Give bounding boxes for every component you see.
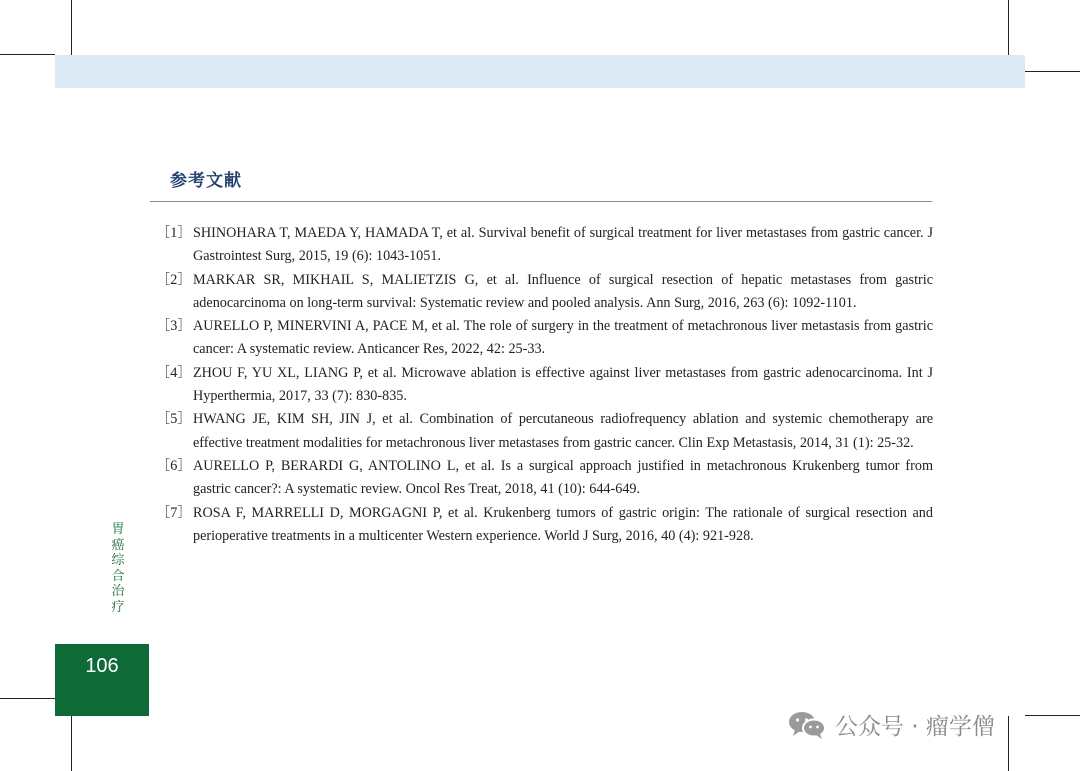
watermark — [787, 708, 995, 741]
book-title-vertical: 胃癌综合治疗 — [111, 522, 125, 615]
reference-item — [153, 362, 933, 409]
crop-mark — [71, 0, 72, 55]
reference-number: ［5］ — [156, 411, 192, 428]
crop-mark — [1008, 716, 1009, 771]
reference-item — [153, 408, 933, 455]
reference-number: ［1］ — [156, 225, 192, 241]
crop-mark — [1008, 0, 1009, 55]
crop-mark — [1025, 71, 1080, 72]
reference-text: AURELLO P, MINERVINI A, PACE M, et al. The role of surgery in the treatment of metachronous liver metastasis from gastric cancer: A systematic review. Anticancer Res, 2022, 42: 25-33. — [193, 318, 933, 358]
reference-text: MARKAR SR, MIKHAIL S, MALIETZIS G, et al. Influence of surgical resection of hepatic metastases from gastric adenocarcinoma on long-term survival: Systematic review and pooled analysis. Ann Surg, 2016, 263 (6): 1092-1101. — [193, 271, 933, 311]
reference-text: HWANG JE, KIM SH, JIN J, et al. Combination of percutaneous radiofrequency ablation and systemic chemotherapy are effective treatment modalities for metachronous liver metastases from gastric cancer. Clin Exp Metastasis, 2014, 31 (1): 25-32. — [193, 411, 933, 451]
crop-mark — [0, 698, 55, 699]
watermark-text: 公众号 · 瘤学僧 — [835, 714, 995, 740]
reference-item — [153, 502, 933, 549]
wechat-icon — [787, 710, 827, 740]
reference-number: ［6］ — [156, 457, 192, 474]
reference-number: ［7］ — [156, 504, 192, 521]
reference-item — [153, 222, 933, 269]
page-number-box — [55, 644, 149, 716]
reference-text: SHINOHARA T, MAEDA Y, HAMADA T, et al. Survival benefit of surgical treatment for liver metastases from gastric cancer. J Gastrointest Surg, 2015, 19 (6): 1043-1051. — [193, 225, 933, 265]
section-title: 参考文献 — [170, 171, 242, 191]
reference-number: ［2］ — [156, 271, 192, 288]
crop-mark — [0, 54, 55, 55]
section-divider — [150, 201, 932, 202]
reference-item — [153, 315, 933, 362]
reference-list — [153, 222, 933, 548]
header-band — [55, 55, 1025, 88]
reference-item — [153, 269, 933, 316]
crop-mark — [1025, 715, 1080, 716]
reference-number: ［3］ — [156, 318, 192, 335]
reference-number: ［4］ — [156, 364, 192, 381]
reference-text: ROSA F, MARRELLI D, MORGAGNI P, et al. Krukenberg tumors of gastric origin: The rationale of surgical resection and perioperative treatments in a multicenter Western experience. World J Surg, 2016, 40 (4): 921-928. — [193, 504, 933, 544]
crop-mark — [71, 716, 72, 771]
reference-item — [153, 455, 933, 502]
reference-text: AURELLO P, BERARDI G, ANTOLINO L, et al. Is a surgical approach justified in metachronous Krukenberg tumor from gastric cancer?: A systematic review. Oncol Res Treat, 2018, 41 (10): 644-649. — [193, 457, 933, 498]
page-number: 106 — [85, 655, 119, 677]
reference-text: ZHOU F, YU XL, LIANG P, et al. Microwave ablation is effective against liver metastases from gastric adenocarcinoma. Int J Hyperthermia, 2017, 33 (7): 830-835. — [193, 364, 933, 405]
